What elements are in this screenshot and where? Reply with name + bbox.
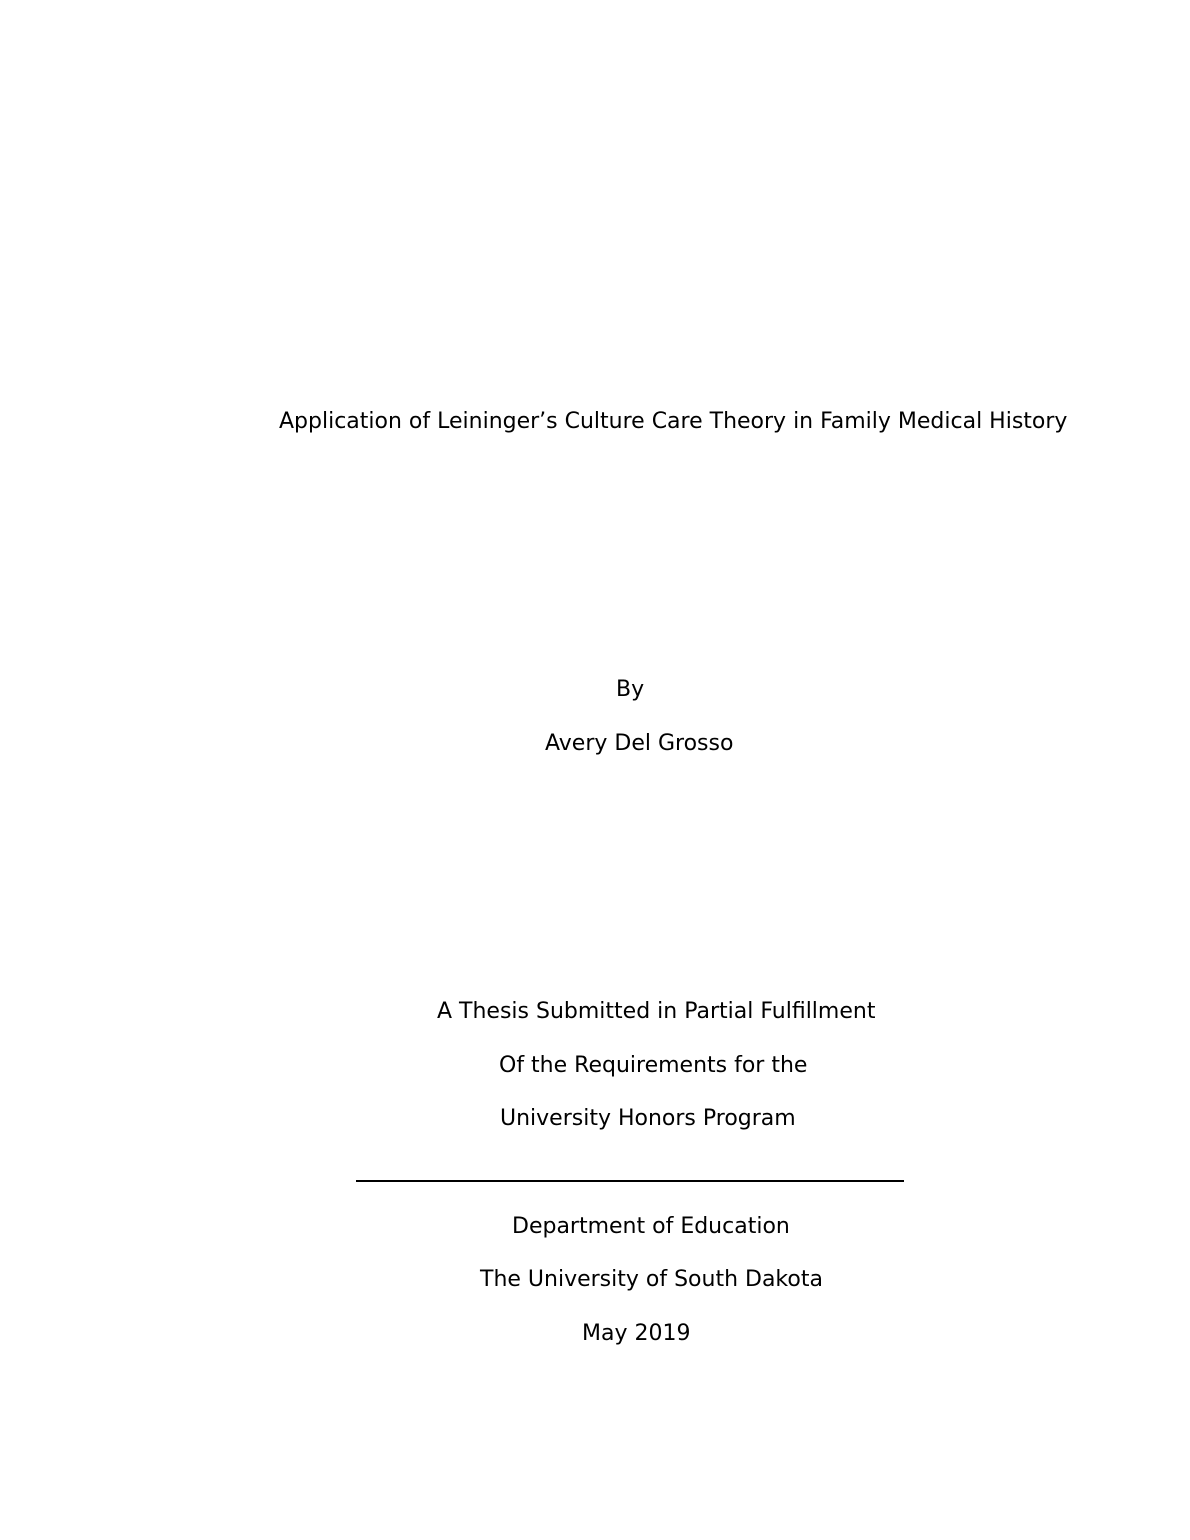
submission-date: May 2019 (582, 1321, 691, 1346)
author-name: Avery Del Grosso (545, 731, 734, 756)
thesis-title: Application of Leininger’s Culture Care Theory in Family Medical History (279, 409, 1068, 434)
submission-line-3: University Honors Program (500, 1106, 796, 1131)
university-name: The University of South Dakota (480, 1267, 823, 1292)
by-label: By (616, 677, 645, 702)
submission-line-1: A Thesis Submitted in Partial Fulfillment (437, 999, 876, 1024)
department-name: Department of Education (512, 1214, 790, 1239)
submission-line-2: Of the Requirements for the (499, 1053, 808, 1078)
signature-rule (356, 1180, 904, 1182)
